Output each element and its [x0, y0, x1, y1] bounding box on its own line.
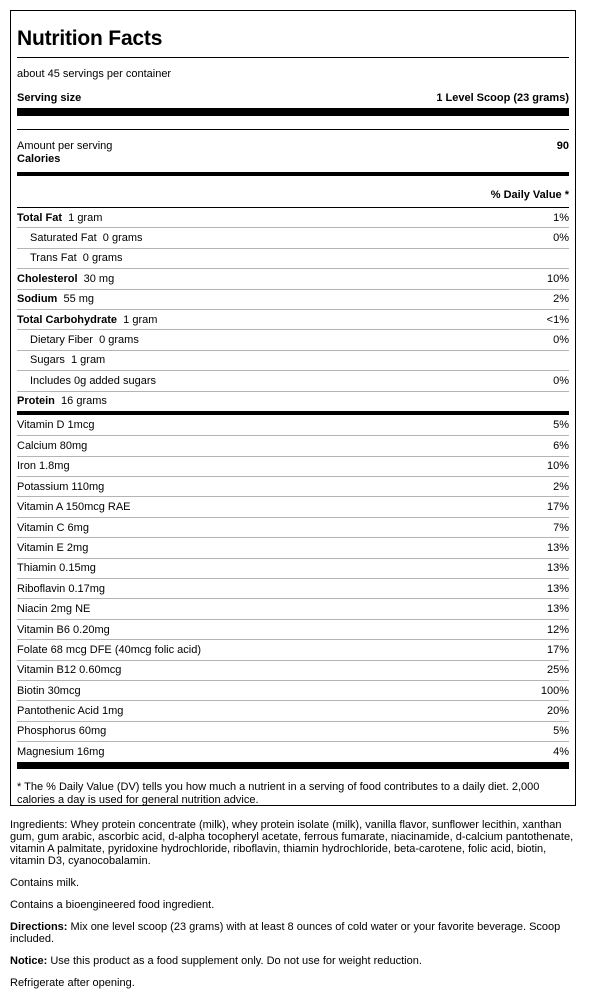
nutrient-name: Protein	[17, 395, 55, 408]
nutrient-row	[17, 248, 569, 268]
vitamin-row	[17, 496, 569, 516]
vitamin-row	[17, 558, 569, 578]
nutrition-facts-panel	[10, 10, 576, 806]
nutrient-amount: 1 gram	[70, 354, 106, 367]
vitamin-name: Folate 68 mcg DFE (40mcg folic acid)	[17, 643, 202, 656]
nutrient-name: Saturated Fat	[30, 232, 97, 245]
nutrient-amount: 0 grams	[102, 232, 143, 245]
calories-value: 90	[556, 140, 569, 152]
vitamin-daily-value: 10%	[546, 460, 569, 473]
nutrient-label	[17, 334, 139, 346]
product-information	[10, 819, 576, 999]
vitamin-daily-value: 17%	[546, 643, 569, 656]
nutrient-daily-value: <1%	[546, 313, 569, 326]
nutrient-name: Trans Fat	[30, 252, 77, 265]
nutrient-row	[17, 207, 569, 227]
nutrient-amount: 0 grams	[99, 334, 139, 347]
nutrient-daily-value: 2%	[553, 293, 569, 306]
vitamin-name: Pantothenic Acid 1mg	[17, 705, 124, 718]
thick-divider	[17, 108, 569, 116]
allergen-statement: Contains milk.	[10, 877, 80, 889]
vitamin-row	[17, 517, 569, 537]
vitamin-row	[17, 476, 569, 496]
nutrient-amount: 30 mg	[83, 272, 115, 285]
servings-per-container: about 45 servings per container	[17, 68, 172, 80]
nutrient-name: Total Carbohydrate	[17, 313, 118, 326]
vitamin-list	[17, 415, 569, 762]
nutrient-name: Cholesterol	[17, 272, 78, 285]
nutrient-daily-value: 0%	[553, 232, 569, 245]
medium-divider	[17, 172, 569, 176]
vitamin-daily-value: 20%	[546, 705, 569, 718]
vitamin-row	[17, 415, 569, 435]
nutrient-name: Dietary Fiber	[30, 334, 93, 347]
directions-body: Mix one level scoop (23 grams) with at least 8 ounces of cold water or your favorite beverage. Scoop included.	[10, 921, 561, 945]
nutrient-row	[17, 350, 569, 370]
vitamin-daily-value: 12%	[546, 623, 569, 636]
nutrient-name: Sodium	[17, 293, 58, 306]
nutrient-daily-value: 1%	[553, 211, 569, 224]
storage-instruction: Refrigerate after opening.	[10, 977, 135, 989]
thick-divider	[17, 762, 569, 769]
vitamin-name: Vitamin B12 0.60mcg	[17, 664, 122, 677]
nutrient-name: Includes 0g added sugars	[30, 374, 156, 387]
serving-size-row	[17, 88, 569, 108]
vitamin-row	[17, 456, 569, 476]
vitamin-daily-value: 4%	[553, 745, 569, 758]
nutrient-row	[17, 227, 569, 247]
vitamin-row	[17, 435, 569, 455]
vitamin-daily-value: 5%	[553, 725, 569, 738]
divider	[17, 129, 569, 130]
vitamin-daily-value: 13%	[546, 562, 569, 575]
ingredients-text: Ingredients: Whey protein concentrate (milk), whey protein isolate (milk), vanilla flavor, sunflower lecithin, xanthan gum, gum arabic, ascorbic acid, d-alpha tocopheryl acetate, ferrous fumarate, niacinamide, d-calcium pantothenate, vitamin A palmitate, pyridoxine hydrochloride, riboflavin, thiamin hydrochloride, beta-carotene, folic acid, biotin, vitamin D3, cyanocobalamin.	[10, 819, 574, 867]
notice-text	[10, 955, 576, 967]
panel-title: Nutrition Facts	[17, 27, 163, 50]
vitamin-name: Phosphorus 60mg	[17, 725, 107, 738]
vitamin-name: Biotin 30mcg	[17, 684, 81, 697]
nutrient-label	[17, 395, 107, 407]
daily-value-footnote: * The % Daily Value (DV) tells you how much a nutrient in a serving of food contributes to a daily diet. 2,000 calories a day is used for general nutrition advice.	[17, 780, 540, 806]
vitamin-name: Thiamin 0.15mg	[17, 562, 96, 575]
daily-value-header: % Daily Value *	[490, 189, 569, 201]
vitamin-name: Niacin 2mg NE	[17, 603, 91, 616]
vitamin-row	[17, 639, 569, 659]
nutrient-label	[17, 252, 123, 264]
amount-per-serving-label: Amount per serving	[17, 140, 113, 152]
nutrient-label	[17, 293, 94, 305]
nutrient-row	[17, 329, 569, 349]
vitamin-daily-value: 25%	[546, 664, 569, 677]
nutrient-amount: 55 mg	[63, 293, 95, 306]
vitamin-row	[17, 680, 569, 700]
nutrient-amount: 1 gram	[68, 211, 103, 224]
vitamin-daily-value: 6%	[553, 439, 569, 452]
nutrient-label	[17, 212, 102, 224]
vitamin-daily-value: 2%	[553, 480, 569, 493]
vitamin-row	[17, 619, 569, 639]
vitamin-name: Magnesium 16mg	[17, 745, 105, 758]
vitamin-row	[17, 700, 569, 720]
nutrient-label	[17, 314, 157, 326]
nutrient-label	[17, 375, 156, 387]
vitamin-row	[17, 578, 569, 598]
vitamin-row	[17, 660, 569, 680]
nutrient-row	[17, 289, 569, 309]
nutrient-amount: 16 grams	[61, 395, 107, 408]
notice-body: Use this product as a food supplement only. Do not use for weight reduction.	[47, 955, 422, 967]
nutrient-amount: 0 grams	[82, 252, 123, 265]
vitamin-daily-value: 13%	[546, 541, 569, 554]
vitamin-name: Calcium 80mg	[17, 439, 88, 452]
calories-label: Calories	[17, 153, 61, 165]
vitamin-daily-value: 13%	[546, 603, 569, 616]
vitamin-row	[17, 598, 569, 618]
divider	[17, 57, 569, 58]
nutrient-row	[17, 268, 569, 288]
vitamin-name: Vitamin A 150mcg RAE	[17, 501, 131, 514]
directions-label: Directions:	[10, 921, 68, 933]
vitamin-name: Iron 1.8mg	[17, 460, 70, 473]
vitamin-name: Riboflavin 0.17mg	[17, 582, 106, 595]
nutrient-daily-value: 10%	[546, 272, 569, 285]
serving-size-label: Serving size	[17, 92, 82, 104]
vitamin-row	[17, 741, 569, 761]
vitamin-name: Vitamin E 2mg	[17, 541, 89, 554]
vitamin-daily-value: 17%	[546, 501, 569, 514]
vitamin-name: Potassium 110mg	[17, 480, 105, 493]
vitamin-name: Vitamin C 6mg	[17, 521, 89, 534]
notice-label: Notice:	[10, 955, 48, 967]
nutrient-row	[17, 309, 569, 329]
vitamin-name: Vitamin D 1mcg	[17, 419, 95, 432]
nutrient-row	[17, 391, 569, 411]
serving-size-value: 1 Level Scoop (23 grams)	[436, 92, 569, 104]
nutrient-name: Sugars	[30, 354, 65, 367]
nutrient-daily-value: 0%	[553, 334, 569, 347]
vitamin-name: Vitamin B6 0.20mg	[17, 623, 110, 636]
vitamin-row	[17, 721, 569, 741]
nutrient-amount: 1 gram	[123, 313, 158, 326]
nutrient-name: Total Fat	[17, 211, 63, 224]
vitamin-daily-value: 13%	[546, 582, 569, 595]
nutrient-row	[17, 370, 569, 390]
vitamin-daily-value: 7%	[553, 521, 569, 534]
vitamin-daily-value: 100%	[540, 684, 569, 697]
nutrient-label	[17, 354, 105, 366]
vitamin-daily-value: 5%	[553, 419, 569, 432]
nutrient-label	[17, 273, 114, 285]
bioengineered-statement: Contains a bioengineered food ingredient.	[10, 899, 215, 911]
nutrient-label	[17, 232, 143, 244]
directions-text	[10, 921, 576, 945]
nutrient-daily-value: 0%	[553, 374, 569, 387]
amount-per-serving-row	[17, 140, 569, 152]
vitamin-row	[17, 537, 569, 557]
nutrient-list	[17, 207, 569, 411]
